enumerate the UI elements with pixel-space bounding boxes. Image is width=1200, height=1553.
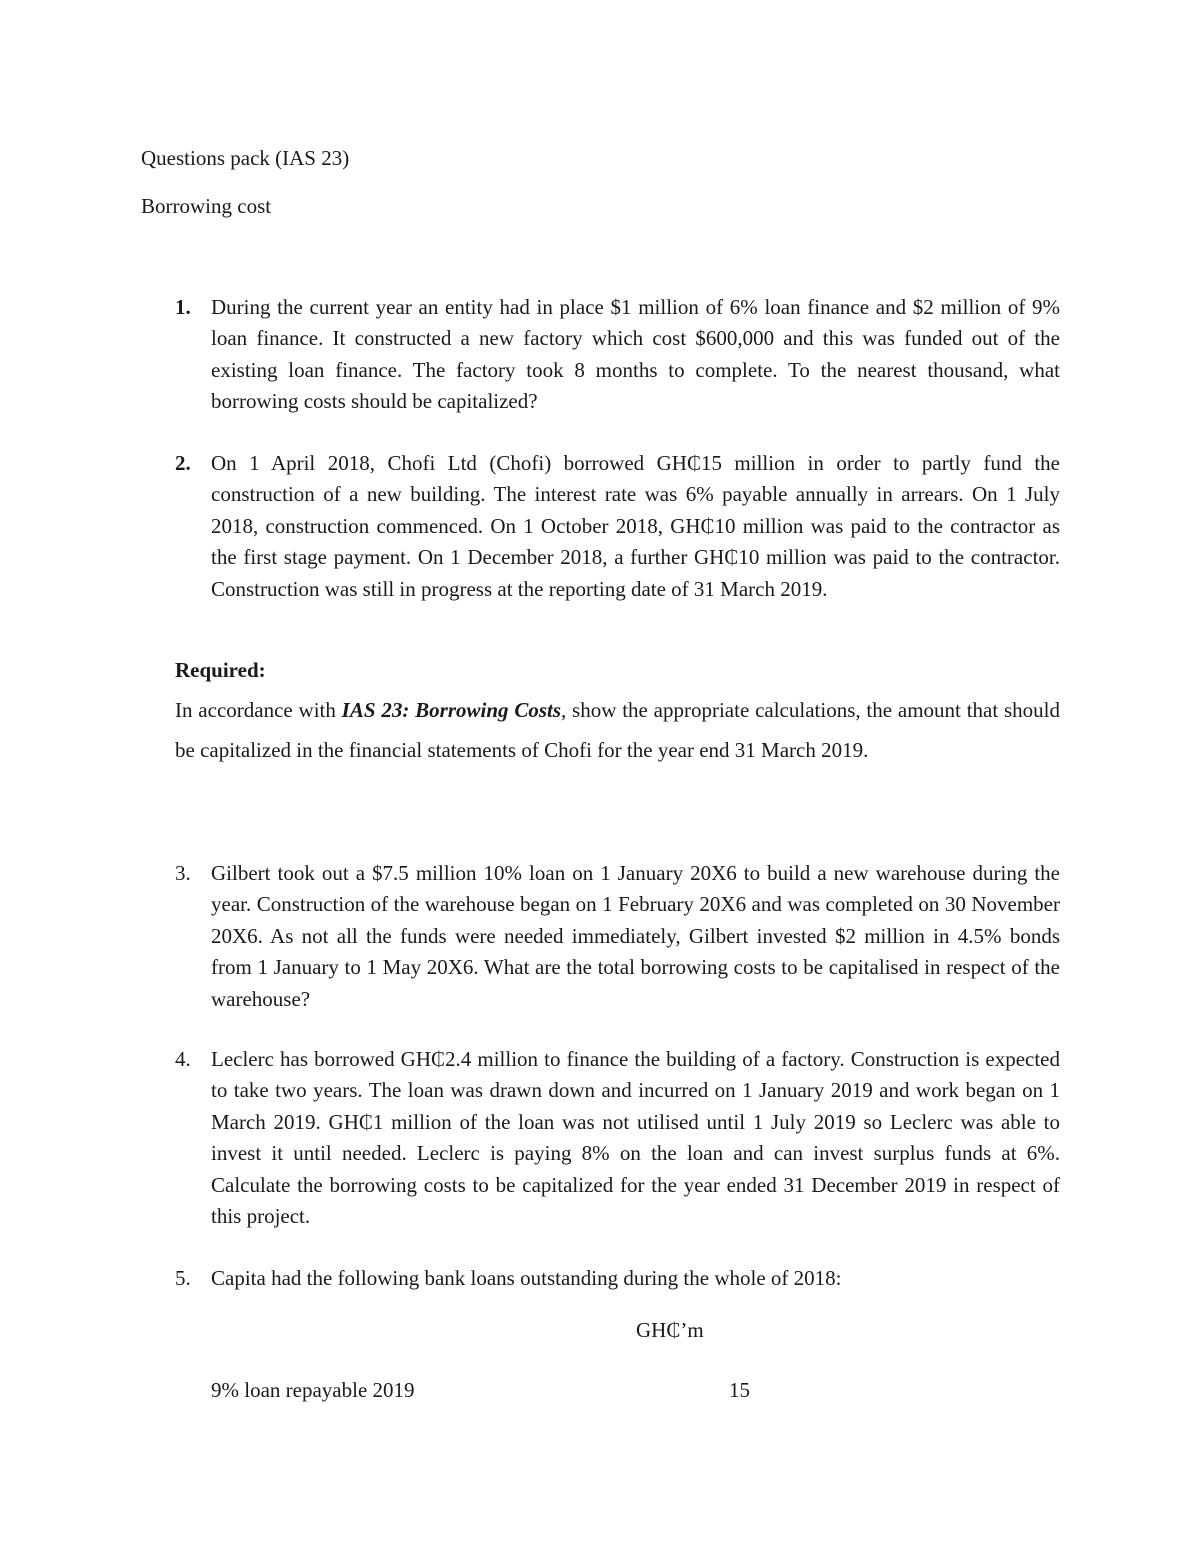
question-text: Capita had the following bank loans outstanding during the whole of 2018:	[211, 1266, 842, 1290]
question-number: 1.	[175, 295, 191, 319]
question-2	[175, 448, 1060, 605]
question-3	[175, 858, 1060, 1015]
question-number: 4.	[175, 1047, 191, 1071]
question-4	[175, 1044, 1060, 1232]
standard-reference: IAS 23: Borrowing Costs	[341, 698, 561, 722]
question-text: Gilbert took out a $7.5 million 10% loan on 1 January 20X6 to build a new warehouse during the year. Construction of the warehouse began on 1 February 20X6 and was completed on 30 November 20X6. As not all the funds were needed immediately, Gilbert invested $2 million in 4.5% bonds from 1 January to 1 May 20X6. What are the total borrowing costs to be capitalised in respect of the warehouse?	[211, 861, 1060, 1011]
document-subtitle: Borrowing cost	[141, 194, 272, 218]
required-text-before: In accordance with	[175, 698, 342, 722]
required-text-after: , show the appropriate calculations, the amount that should be capitalized in the financial statements of Chofi for the year end 31 March 2019.	[175, 698, 1060, 762]
question-text: On 1 April 2018, Chofi Ltd (Chofi) borrowed GH₵15 million in order to partly fund the construction of a new building. The interest rate was 6% payable annually in arrears. On 1 July 2018, construction commenced. On 1 October 2018, GH₵10 million was paid to the contractor as the first stage payment. On 1 December 2018, a further GH₵10 million was paid to the contractor. Construction was still in progress at the reporting date of 31 March 2019.	[211, 451, 1060, 601]
required-text	[175, 690, 1060, 770]
question-number: 5.	[175, 1266, 191, 1290]
loans-table-row-label: 9% loan repayable 2019	[211, 1378, 415, 1402]
loans-table-row-value: 15	[729, 1378, 750, 1402]
question-1	[175, 292, 1060, 418]
question-number: 3.	[175, 861, 191, 885]
question-text: During the current year an entity had in place $1 million of 6% loan finance and $2 million of 9% loan finance. It constructed a new factory which cost $600,000 and this was funded out of the existing loan finance. The factory took 8 months to complete. To the nearest thousand, what borrowing costs should be capitalized?	[211, 295, 1060, 414]
loans-table-currency-header: GH₵’m	[636, 1318, 704, 1342]
question-number: 2.	[175, 451, 191, 475]
required-label: Required:	[175, 658, 266, 682]
document-title: Questions pack (IAS 23)	[141, 146, 350, 170]
question-5	[175, 1263, 1060, 1294]
question-text: Leclerc has borrowed GH₵2.4 million to finance the building of a factory. Construction is expected to take two years. The loan was drawn down and incurred on 1 January 2019 and work began on 1 March 2019. GH₵1 million of the loan was not utilised until 1 July 2019 so Leclerc was able to invest it until needed. Leclerc is paying 8% on the loan and can invest surplus funds at 6%. Calculate the borrowing costs to be capitalized for the year ended 31 December 2019 in respect of this project.	[211, 1047, 1060, 1229]
